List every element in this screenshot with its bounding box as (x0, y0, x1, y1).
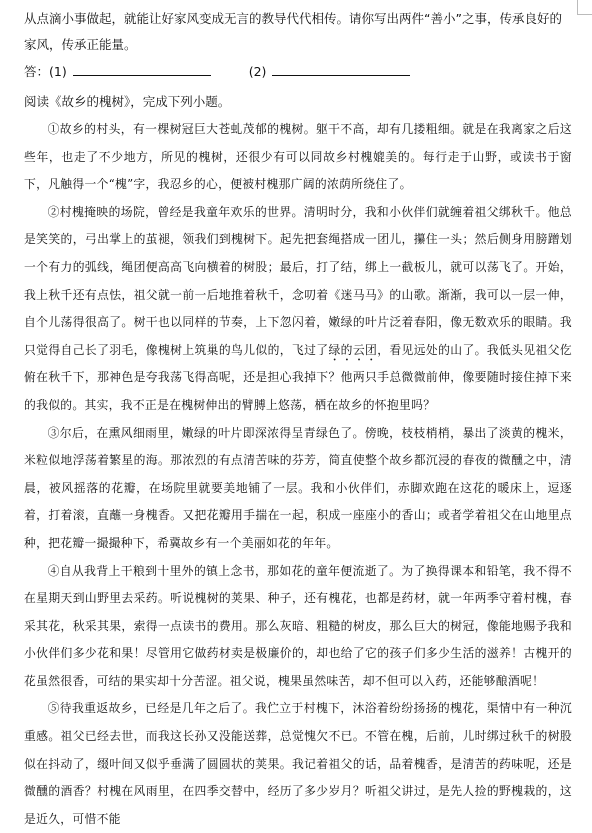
paragraph-2 (24, 199, 572, 420)
answer-label-1: 答：(1) (24, 64, 67, 79)
reading-heading: 阅读《故乡的槐树》，完成下列小题。 (24, 94, 231, 109)
emphasized-phrase: 绿的云团 (328, 342, 378, 357)
paragraph-2-part-a: ②村槐掩映的场院，曾经是我童年欢乐的世界。清明时分，我和小伙伴们就缠着祖父绑秋千。他总是笑笑的，弓出掌上的茧褪，领我们到槐树下。起先把套绳搭成一团儿，攥住一头；然后侧身用膀蹭划一个有力的弧线，绳团便高高飞向横着的树股；最后，打了结，绑上一截板儿，就可以荡飞了。开始，我上秋千还有点怯，祖父就一前一后地推着秋千，念叨着《迷马马》的山歌。渐渐，我可以一层一伸，自个儿荡得很高了。树干也以同样的节奏，上下忽闪着，嫩绿的叶片泛着春阳，像无数欢乐的眼睛。我只觉得自己长了羽毛，像槐树上筑巢的鸟儿似的，飞过了 (24, 204, 572, 357)
article-body (24, 116, 572, 833)
answer-label-2: (2) (248, 64, 267, 79)
paragraph-1: ①故乡的村头，有一棵树冠巨大苍虬茂郁的槐树。躯干不高，却有几搂粗细。就是在我离家之后这些年，也走了不少地方，所见的槐树，还很少有可以同故乡村槐媲美的。每行走于山野，或读书于窗下，凡触得一个“槐”字，我忍乡的心，便被村槐那广阔的浓荫所绕住了。 (24, 122, 572, 192)
paragraph-2-part-b: ，看见远处的山了。我低头见祖父仡俯在秋千下，那神色是夸我荡飞得高呢，还是担心我掉下？他两只手总微微前伸，像要随时接住掉下来的我似的。其实，我不正是在槐树伸出的臂膊上悠荡，栖在故乡的怀抱里吗？ (24, 342, 572, 412)
question-prompt: 从点滴小事做起，就能让好家风变成无言的教导代代相传。请你写出两件“善小”之事，传承良好的家风，传承正能量。 (24, 11, 562, 52)
paragraph-5: ⑤待我重返故乡，已经是几年之后了。我伫立于村槐下，沐浴着纷纷扬扬的槐花，渠情中有一种沉重感。祖父已经去世，而我这长孙又没能送葬，总觉愧欠不已。不管在槐，后前，儿时绑过秋千的树股似在抖动了，缀叶间又似乎垂满了圆圆状的荚果。我记着祖父的话，品着槐香，是清苦的药味呢，还是微醺的酒香？村槐在风雨里，在四季交替中，经历了多少岁月？听祖父讲过，是先人捡的野槐栽的，这是近久，可惜不能 (24, 701, 572, 826)
answer-line (24, 62, 410, 82)
answer-blank-2[interactable] (272, 63, 410, 76)
paragraph-3: ③尔后，在熏风细雨里，嫩绿的叶片即深浓得呈青绿色了。傍晚，枝枝梢梢，暴出了淡黄的槐米，米粒似地浮荡着繁星的海。那浓烈的有点清苦味的芬芳，简直使整个故乡都沉浸的春夜的微醺之中，清晨，被风摇落的花瓣，在场院里就要美地铺了一层。我和小伙伴们，赤脚欢跑在这花的暖床上，逗逐着，打着滚，直蘸一身槐香。又把花瓣用手揣在一起，积成一座座小的香山；或者学着祖父在山地里点种，把花瓣一撮撮种下，希冀故乡有一个美丽如花的年年。 (24, 425, 572, 550)
answer-blank-1[interactable] (73, 63, 211, 76)
paragraph-4: ④自从我背上干粮到十里外的镇上念书，那如花的童年便流逝了。为了换得课本和铅笔，我不得不在星期天到山野里去采药。听说槐树的荚果、种子，还有槐花，也都是药材，就一年两季守着村槐，春采其花，秋采其果，索得一点读书的费用。那么灰暗、粗糙的树皮，那么巨大的树冠，像能地赐予我和小伙伴们多少花和果！尽管用它做药材卖是极廉价的，却也给了它的孩子们多少生活的滋养！古槐开的花虽然很香，可结的果实却十分苦涩。祖父说，槐果虽然味苦，却不但可以入药，还能够酿酒呢！ (24, 563, 572, 688)
page-corner-mark (577, 0, 592, 15)
